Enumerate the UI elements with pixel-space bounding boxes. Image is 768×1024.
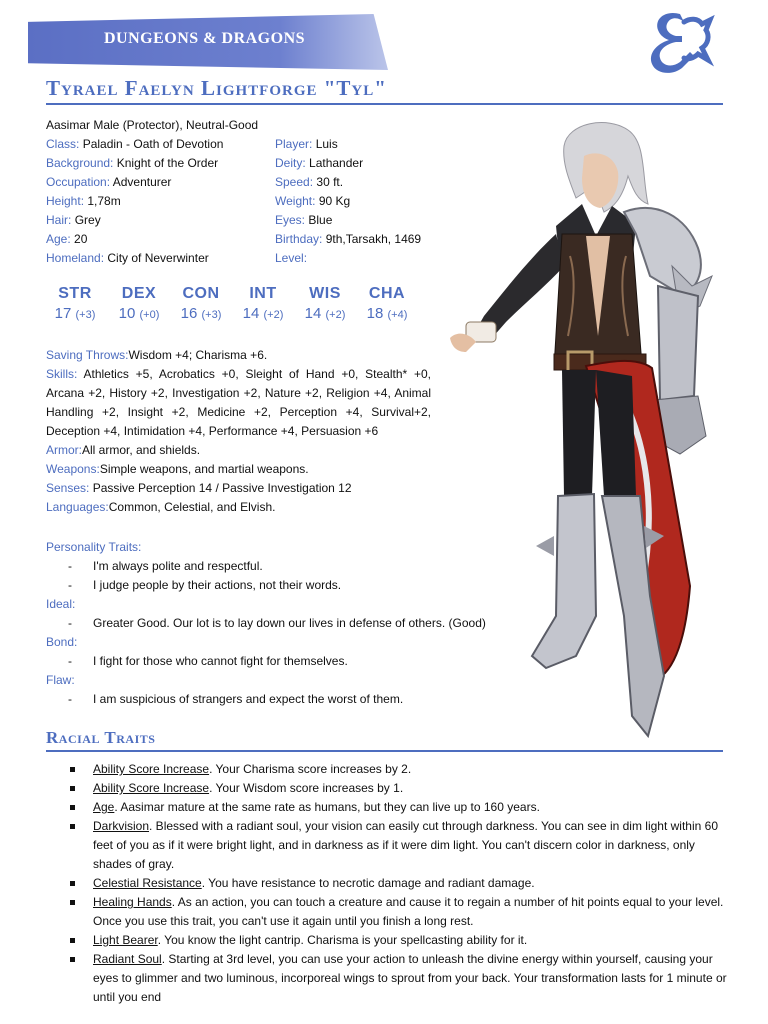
ability-score: 10 (+0) xyxy=(118,305,160,322)
trait-name: Age xyxy=(93,800,115,814)
info-field xyxy=(46,154,218,173)
info-field-value: Lathander xyxy=(309,156,364,170)
racial-trait xyxy=(70,931,730,950)
info-field-label: Weight: xyxy=(275,194,316,208)
racial-trait xyxy=(70,817,730,874)
bullet-icon xyxy=(70,805,75,810)
ability-modifier: (+0) xyxy=(139,309,160,321)
senses: Senses: Passive Perception 14 / Passive Investigation 12 xyxy=(46,481,352,495)
info-field-label: Background: xyxy=(46,156,114,170)
info-field-label: Class: xyxy=(46,137,80,151)
trait-text: . As an action, you can touch a creature and cause it to regain a number of hit points equal to your level. Once you use this trait, you can't use it again until you finish a long rest. xyxy=(93,895,724,928)
ability-name: INT xyxy=(249,285,277,302)
info-field xyxy=(275,135,338,154)
ability-modifier: (+3) xyxy=(201,309,222,321)
armor: Armor:All armor, and shields. xyxy=(46,443,201,457)
info-field-value: Paladin - Oath of Devotion xyxy=(82,137,224,151)
trait-text: . Starting at 3rd level, you can use your action to unleash the divine energy within yourself, causing your eyes to glimmer and two luminous, incorporeal wings to sprout from your back. Your transformation lasts for 1 minute or until you end xyxy=(93,952,727,1004)
ideal-item: - Greater Good. Our lot is to lay down our lives in defense of others. (Good) xyxy=(68,616,486,630)
skills: Skills: Athletics +5, Acrobatics +0, Sleight of Hand +0, Stealth* +0, Arcana +2, History +2, Investigation +2, Nature +2, Religion +4, Animal Handling +2, Insight +2, Medicine +2, Perception +4, Survival+2, Deception +4, Intimidation +4, Performance +4, Persuasion +6 xyxy=(46,367,431,438)
brand-logo-text: DUNGEONS & DRAGONS xyxy=(104,30,306,47)
flaw-item: - I am suspicious of strangers and expect the worst of them. xyxy=(68,692,404,706)
racial-trait xyxy=(70,760,730,779)
info-field-value: Blue xyxy=(308,213,333,227)
bullet-icon xyxy=(70,900,75,905)
ability-score: 14 (+2) xyxy=(304,305,346,322)
ability-name: WIS xyxy=(309,285,341,302)
info-field-value: 90 Kg xyxy=(318,194,351,208)
racial-trait xyxy=(70,950,730,1007)
info-field xyxy=(275,173,343,192)
ability-score: 14 (+2) xyxy=(242,305,284,322)
character-portrait xyxy=(436,116,736,746)
ability-con xyxy=(172,284,230,325)
trait-name: Light Bearer xyxy=(93,933,158,947)
trait-text: . You know the light cantrip. Charisma is your spellcasting ability for it. xyxy=(157,933,528,947)
info-field xyxy=(46,211,101,230)
racial-trait xyxy=(70,874,730,893)
ability-name: DEX xyxy=(121,285,157,302)
personality-item: - I judge people by their actions, not their words. xyxy=(68,578,342,592)
ability-score: 17 (+3) xyxy=(54,305,96,322)
bullet-icon xyxy=(70,824,75,829)
character-name: Tyrael Faelyn Lightforge "Tyl" xyxy=(46,76,387,100)
languages: Languages:Common, Celestial, and Elvish. xyxy=(46,500,276,514)
trait-text: . Blessed with a radiant soul, your vision can easily cut through darkness. You can see in dim light within 60 feet of you as if it were bright light, and in darkness as if it were dim light. You can't discern color in darkness, only shades of gray. xyxy=(93,819,719,871)
racial-divider xyxy=(46,750,723,752)
trait-name: Ability Score Increase xyxy=(93,762,210,776)
info-field-label: Player: xyxy=(275,137,313,151)
bond-item: - I fight for those who cannot fight for themselves. xyxy=(68,654,348,668)
trait-name: Darkvision xyxy=(93,819,150,833)
bullet-icon xyxy=(70,786,75,791)
weapons: Weapons:Simple weapons, and martial weapons. xyxy=(46,462,309,476)
trait-name: Healing Hands xyxy=(93,895,172,909)
info-field xyxy=(46,173,171,192)
ability-modifier: (+2) xyxy=(263,309,284,321)
ability-int xyxy=(234,284,292,325)
bond-label: Bond: xyxy=(46,635,78,649)
info-field-value: Luis xyxy=(315,137,338,151)
ability-modifier: (+2) xyxy=(325,309,346,321)
info-field xyxy=(275,192,350,211)
info-field xyxy=(275,249,307,268)
ability-name: CON xyxy=(182,285,220,302)
info-field-label: Speed: xyxy=(275,175,314,189)
trait-text: . Aasimar mature at the same rate as humans, but they can live up to 160 years. xyxy=(114,800,540,814)
info-field-value: Knight of the Order xyxy=(116,156,219,170)
ability-score: 18 (+4) xyxy=(366,305,408,322)
info-field xyxy=(275,211,332,230)
info-field xyxy=(275,154,363,173)
ability-modifier: (+3) xyxy=(75,309,96,321)
info-field-value: City of Neverwinter xyxy=(107,251,209,265)
info-field xyxy=(46,192,121,211)
ability-dex xyxy=(110,284,168,325)
title-divider xyxy=(46,103,723,105)
ability-wis xyxy=(296,284,354,325)
info-field-label: Occupation: xyxy=(46,175,111,189)
ability-name: CHA xyxy=(368,285,406,302)
info-field-value: 30 ft. xyxy=(316,175,344,189)
info-field-value: Grey xyxy=(74,213,101,227)
racial-trait xyxy=(70,893,730,931)
trait-text: . Your Charisma score increases by 2. xyxy=(209,762,412,776)
info-field-label: Birthday: xyxy=(275,232,323,246)
trait-text: . You have resistance to necrotic damage and radiant damage. xyxy=(201,876,535,890)
info-field-value: 1,78m xyxy=(87,194,121,208)
racial-trait xyxy=(70,779,730,798)
ability-score: 16 (+3) xyxy=(180,305,222,322)
trait-name: Ability Score Increase xyxy=(93,781,210,795)
ampersand-dragon-logo-icon xyxy=(636,8,718,78)
info-field-label: Level: xyxy=(275,251,308,265)
race-alignment: Aasimar Male (Protector), Neutral-Good xyxy=(46,118,259,132)
info-field-label: Height: xyxy=(46,194,85,208)
racial-traits-list xyxy=(70,760,730,1007)
racial-traits-heading: Racial Traits xyxy=(46,728,156,747)
personality-item: - I'm always polite and respectful. xyxy=(68,559,263,573)
ability-str xyxy=(46,284,104,325)
info-field-value: 9th,Tarsakh, 1469 xyxy=(325,232,422,246)
info-field-label: Age: xyxy=(46,232,71,246)
info-field-label: Eyes: xyxy=(275,213,306,227)
info-field-label: Hair: xyxy=(46,213,72,227)
ideal-label: Ideal: xyxy=(46,597,76,611)
flaw-label: Flaw: xyxy=(46,673,75,687)
info-field-value: Adventurer xyxy=(112,175,172,189)
trait-text: . Your Wisdom score increases by 1. xyxy=(209,781,404,795)
bullet-icon xyxy=(70,767,75,772)
info-field xyxy=(46,135,223,154)
info-field-label: Deity: xyxy=(275,156,306,170)
trait-name: Celestial Resistance xyxy=(93,876,202,890)
bullet-icon xyxy=(70,957,75,962)
info-field xyxy=(46,249,209,268)
ability-cha xyxy=(358,284,416,325)
info-field-label: Homeland: xyxy=(46,251,105,265)
ability-modifier: (+4) xyxy=(387,309,408,321)
info-field xyxy=(46,230,87,249)
info-field xyxy=(275,230,421,249)
trait-name: Radiant Soul xyxy=(93,952,162,966)
racial-trait xyxy=(70,798,730,817)
bullet-icon xyxy=(70,938,75,943)
ability-name: STR xyxy=(58,285,92,302)
info-field-value: 20 xyxy=(74,232,88,246)
bullet-icon xyxy=(70,881,75,886)
personality-label: Personality Traits: xyxy=(46,540,142,554)
saving-throws: Saving Throws:Wisdom +4; Charisma +6. xyxy=(46,348,268,362)
